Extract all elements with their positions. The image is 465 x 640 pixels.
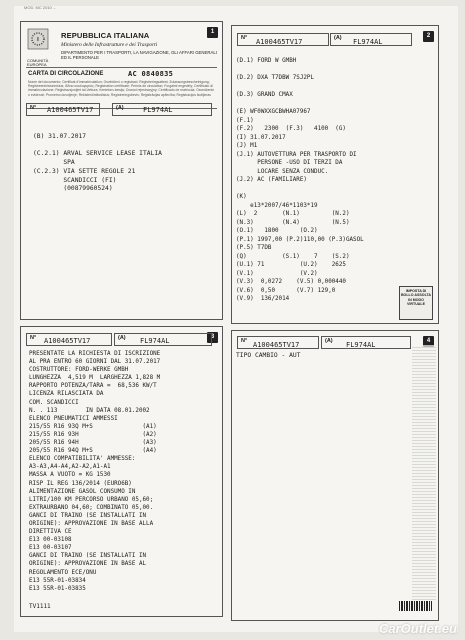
document-serial: AC 0840835 [128,70,174,78]
text-line: (C.2.1) ARVAL SERVICE LEASE ITALIA [33,150,162,158]
plate-label: (A) [325,338,333,344]
text-line: (L) 2 (N.1) (N.2) [236,211,350,217]
text-line: (V.3) 0,0272 (V.5) 0,000440 [236,279,346,285]
text-line: (00879960524) [33,185,113,193]
plate-value: FL974AL [143,106,173,114]
text-line: 205/55 R16 94Q M+S (A4) [29,448,157,455]
text-line: RAPPORTO POTENZA/TARA = 68,536 KW/T [29,383,157,390]
text-line: 215/55 R16 93Q M+S (A1) [29,423,157,430]
text-line: MASSA A VUOTO = KG 1530 [29,472,111,479]
text-line: (D.3) GRAND CMAX [236,92,293,98]
text-line: (Q) (S.1) 7 (S.2) [236,253,350,260]
panel-2 [231,25,439,324]
text-line: (F.2) 2300 (F.3) 4100 (G) [236,126,346,132]
text-line: E13 55R-01-03835 [29,585,86,592]
text-line: (C.2.3) VIA SETTE REGOLE 21 [33,167,136,175]
form-code: TV1111 [29,603,51,610]
text-line: ORIGINE): APPROVAZIONE IN BASE ALLA [29,520,154,527]
text-line: E13 00-03108 [29,537,72,544]
registration-number-label: N° [30,105,37,111]
registration-number-box [26,333,112,346]
registration-number-box [26,103,100,116]
text-line: N. . 113 IN DATA 08.01.2002 [29,407,150,414]
text-line: (N.3) (N.4) (N.5) [236,219,350,226]
text-line: (V.9) 136/2014 [236,296,290,302]
registration-number-box [237,33,329,46]
registration-number-value: A100465TV17 [44,337,91,345]
tax-stamp: IMPOSTA DI BOLLO ASSOLTA IN MODO VIRTUALE [399,286,433,320]
text-line: (E) WF0WXXGCBWHA07967 [236,109,311,115]
text-line: DIRETTIVA CE [29,529,72,536]
plate-label: (A) [118,335,126,341]
text-line: (B) 31.07.2017 [33,133,87,140]
text-line: ELENCO COMPATIBILITA' AMMESSE: [29,456,136,463]
text-line: COSTRUTTORE: FORD-WERKE GMBH [29,367,129,374]
panel-number: 2 [423,31,434,42]
text-line: RISP IL REG 136/2014 (EURO6B) [29,480,132,487]
plate-box [112,103,212,116]
text-line: (D.1) FORD W GMBH [236,58,297,64]
text-line: SPA [33,159,75,167]
text-line: (O.1) 1800 (O.2) [236,228,318,234]
text-line: GANCI DI TRAINO (SE INSTALLATI IN [29,553,147,560]
text-line: TIPO CAMBIO - AUT [236,352,301,359]
fine-print: Nome del documento; Certificat d'immatriculation; Osvědčení o registraci; Registreringsattest; Zulassungsbescheinigung; Registreerimistunnistus; Άδεια κυκλοφορίας; Registration certificate; Permis de circulation; Forgalmi engedély; Certificato di immatricolazione; Reġistrazzjonijiet tal-Vettura; Kenteken-bewijs; Dowód rejestracyjny; Certificado de matrícula; Osvedčenie o evidencii; Prometno dovoljenje; Rekisteröintitodistus; Registreringsbevis; Reģistrācijas apliecība; Registracijos liudijimas [28,80,214,97]
text-line: PRESENTATE LA RICHIESTA DI ISCRIZIONE [29,351,161,357]
panel-3-lines [29,350,160,593]
registration-number-label: N° [241,35,248,41]
text-line: E13 00-03107 [29,545,72,552]
panel-1 [20,21,223,320]
text-line: PERSONE -USO DI TERZI DA [236,160,343,166]
text-line: EXTRAURBANO 04,60; COMBINATO 05,00. [29,504,154,511]
text-line: (P.5) T7DB [236,245,272,251]
plate-label: (A) [334,35,342,41]
republic-title: REPUBBLICA ITALIANA [61,31,150,40]
ministry-name: Ministero delle Infrastrutture e dei Trasporti [61,42,158,48]
plate-label: (A) [116,105,124,111]
text-line: (D.2) DXA T7DBW 7SJ2PL [236,75,315,81]
text-line: ALIMENTAZIONE GASOL CONSUMO IN [29,488,136,495]
registration-number-label: N° [241,338,248,344]
eu-emblem-icon [27,28,49,56]
text-line: SCANDICCI (FI) [33,176,117,184]
plate-box [114,333,212,346]
text-line: (I) 31.07.2017 [236,134,286,141]
panel-number: 1 [207,27,218,38]
panel-number: 4 [423,336,434,347]
registration-number-value: A100465TV17 [253,341,300,349]
text-line: ORIGINE): APPROVAZIONE IN BASE AL [29,561,147,568]
text-line: (J) M1 [236,143,258,149]
text-line: (J.2) AC (FAMILIARE) [236,177,307,183]
panel-2-lines [236,57,364,304]
text-line: COM. SCANDICCI [29,399,79,406]
text-line: 205/55 R16 94H (A3) [29,440,157,447]
registration-number-label: N° [30,335,37,341]
text-line: LOCARE SENZA CONDUC. [236,168,329,175]
registration-number-value: A100465TV17 [256,38,303,46]
text-line: AL PRA ENTRO 60 GIORNI DAL 31.07.2017 [29,359,161,366]
text-line: (V.6) 0,50 (V.7) 129,0 [236,287,336,294]
barcode [399,601,432,611]
department-name: DIPARTIMENTO PER I TRASPORTI, LA NAVIGAZIONE, GLI AFFARI GENERALI ED IL PERSONALE [61,50,217,60]
registration-number-value: A100465TV17 [47,106,94,114]
plate-value: FL974AL [140,337,170,345]
text-line: (V.1) (V.2) [236,270,318,277]
text-line: (F.1) [236,117,254,124]
panel-1-lines [33,133,162,194]
text-line: e13*2007/46*1103*19 [236,202,318,209]
watermark: CarOutlet.eu [378,621,457,636]
plate-value: FL974AL [353,38,383,46]
document-title: CARTA DI CIRCOLAZIONE [28,71,104,77]
plate-box [330,33,412,46]
registration-number-box [237,336,319,349]
divider [26,67,217,68]
corner-note: MOD. MC 2010 ... [24,5,57,10]
text-line: LICENZA RILASCIATA DA [29,391,104,398]
panel-3 [20,326,223,617]
text-line: (K) [236,194,247,200]
text-line: ELENCO PNEUMATICI AMMESSI [29,415,118,422]
scan-noise [412,345,436,600]
text-line: (U.1) 71 (U.2) 2625 [236,262,346,268]
text-line: LITRI/100 KM PERCORSO URBANO 05,60; [29,496,154,503]
text-line: GANCI DI TRAINO (SE INSTALLATI IN [29,512,147,519]
eu-label: COMUNITÀ EUROPEA [27,58,49,67]
text-line: REGOLAMENTO ECE/ONU [29,569,97,576]
text-line: E13 55R-01-03834 [29,577,86,584]
panel-4-lines [236,352,300,361]
plate-box [321,336,411,349]
plate-value: FL974AL [346,341,376,349]
panel-number: 3 [207,332,218,343]
text-line: LUNGHEZZA 4,519 M LARGHEZZA 1,828 M [29,375,161,382]
text-line: (P.1) 1997,00 (P.2)110,00 (P.3)GASOL [236,236,364,243]
text-line: A3-A3,A4-A4,A2-A2,A1-A1 [29,464,111,471]
svg-text:I: I [37,37,39,43]
panel-4 [231,330,439,621]
text-line: 215/55 R16 93H (A2) [29,431,157,438]
text-line: (J.1) AUTOVETTURA PER TRASPORTO DI [236,151,357,158]
